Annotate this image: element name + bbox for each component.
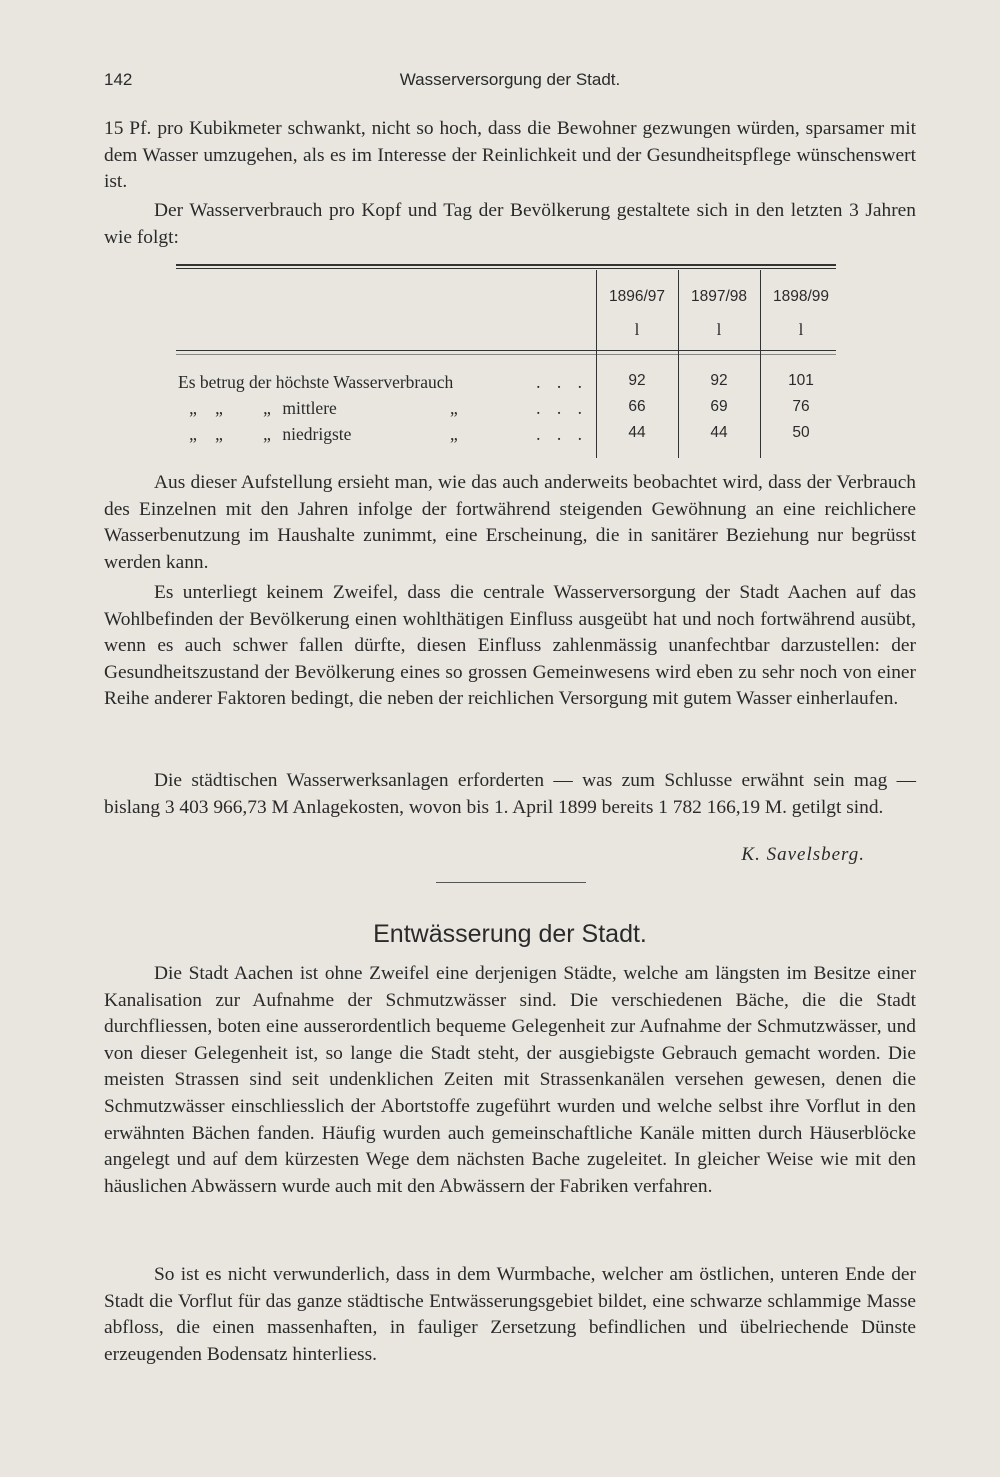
row-suffix: Wasserverbrauch: [333, 372, 454, 392]
row-leader-dots: . . .: [536, 424, 588, 444]
row-leader-dots: . . .: [536, 372, 588, 392]
paragraph-1: 15 Pf. pro Kubikmeter schwankt, nicht so hoch, dass die Bewohner gezwungen würden, sparsamer mit dem Wasser umzugehen, als es im Interesse der Reinlichkeit und der Gesundheitspflege wünschenswert ist.: [104, 118, 916, 193]
ditto-mark: „: [450, 398, 458, 418]
row-name: höchste: [275, 372, 330, 392]
table-rule-top-inner: [176, 268, 836, 269]
section-title: Entwässerung der Stadt.: [373, 920, 647, 948]
table-row-label: [178, 398, 588, 419]
table-cell: 92: [628, 372, 646, 389]
table-cell: 44: [710, 424, 728, 441]
paragraph-5: Die städtischen Wasserwerksanlagen erforderten — was zum Schlusse erwähnt sein mag — bislang 3 403 966,73 M Anlagekosten, wovon bis 1. April 1899 bereits 1 782 166,19 M. getilgt sind.: [104, 770, 916, 818]
section-divider: [436, 882, 586, 883]
table-cell: 101: [788, 372, 814, 389]
consumption-table: [176, 264, 836, 458]
table-row-label: [178, 372, 588, 393]
ditto-mark: „: [189, 424, 197, 444]
ditto-mark: „: [450, 424, 458, 444]
row-name: mittlere: [282, 398, 337, 418]
ditto-mark: „: [263, 424, 271, 444]
table-header-unit: l: [634, 320, 640, 339]
table-header-year: 1896/97: [608, 288, 666, 305]
row-name: niedrigste: [282, 424, 352, 444]
paragraph-2: Der Wasserverbrauch pro Kopf und Tag der Bevölkerung gestaltete sich in den letzten 3 Jahren wie folgt:: [104, 200, 916, 248]
page-number: 142: [104, 70, 133, 89]
paragraph-4: Es unterliegt keinem Zweifel, dass die centrale Wasserversorgung der Stadt Aachen auf das Wohlbefinden der Bevölkerung einen wohlthätigen Einfluss ausgeübt hat und noch fortwährend ausübt, wenn es auch schwer fallen dürfte, diesen Einfluss zahlenmässig unanfechtbar darzustellen: der Gesundheitszustand der Bevölkerung eines so grossen Gemeinwesens wird eben zu sehr noch von einer Reihe anderer Faktoren bedingt, die neben der reichlichen Versorgung mit gutem Wasser einherlaufen.: [104, 582, 916, 710]
table-cell: 66: [628, 398, 646, 415]
table-header-year: 1898/99: [772, 288, 830, 305]
ditto-mark: „: [189, 398, 197, 418]
table-rule-top: [176, 264, 836, 266]
table-header-unit: l: [798, 320, 804, 339]
table-rule-header: [176, 350, 836, 351]
table-rule-header-inner: [176, 354, 836, 355]
page-header: [104, 70, 916, 94]
table-cell: 92: [710, 372, 728, 389]
table-header-unit: l: [716, 320, 722, 339]
table-row-label: [178, 424, 588, 445]
ditto-mark: „: [215, 424, 223, 444]
ditto-mark: „: [215, 398, 223, 418]
table-header-year: 1897/98: [690, 288, 748, 305]
table-cell: 76: [792, 398, 810, 415]
table-cell: 50: [792, 424, 810, 441]
table-cell: 44: [628, 424, 646, 441]
author-signature: K. Savelsberg.: [741, 844, 865, 865]
paragraph-7: So ist es nicht verwunderlich, dass in dem Wurmbache, welcher am östlichen, unteren Ende der Stadt die Vorflut für das ganze städtische Entwässerungsgebiet bildet, eine schwarze schlammige Masse abfloss, die einen massenhaften, in fauliger Zersetzung befindlichen und übelriechende Dünste erzeugenden Bodensatz hinterliess.: [104, 1264, 916, 1365]
row-leader-dots: . . .: [536, 398, 588, 418]
ditto-mark: „: [263, 398, 271, 418]
row-prefix: Es betrug der: [178, 372, 272, 392]
running-title: Wasserversorgung der Stadt.: [399, 70, 621, 89]
paragraph-6: Die Stadt Aachen ist ohne Zweifel eine derjenigen Städte, welche am längsten im Besitze einer Kanalisation zur Aufnahme der Schmutzwässer sind. Die verschiedenen Bäche, die die Stadt durchfliessen, boten eine ausserordentlich bequeme Gelegenheit zur Aufnahme der Schmutzwässer, und von dieser Gelegenheit ist, so lange die Stadt steht, der ausgiebigste Gebrauch gemacht worden. Die meisten Strassen sind seit undenklichen Zeiten mit Strassenkanälen versehen gewesen, denen die Schmutzwässer einschliesslich der Abortstoffe zugeführt wurden und welche selbst ihre Vorflut in den erwähnten Bächen fanden. Häufig wurden auch gemeinschaftliche Kanäle mitten durch Häuserblöcke angelegt und auf dem kürzesten Wege dem nächsten Bache zugeleitet. In gleicher Weise wie mit den häuslichen Abwässern wurde auch mit den Abwässern der Fabriken verfahren.: [104, 963, 916, 1197]
table-cell: 69: [710, 398, 728, 415]
paragraph-3: Aus dieser Aufstellung ersieht man, wie das auch anderweits beobachtet wird, dass der Verbrauch des Einzelnen mit den Jahren infolge der fortwährend steigenden Gewöhnung an eine reichlichere Wasserbenutzung im Haushalte zunimmt, eine Erscheinung, die in sanitärer Beziehung nur begrüsst werden kann.: [104, 472, 916, 573]
